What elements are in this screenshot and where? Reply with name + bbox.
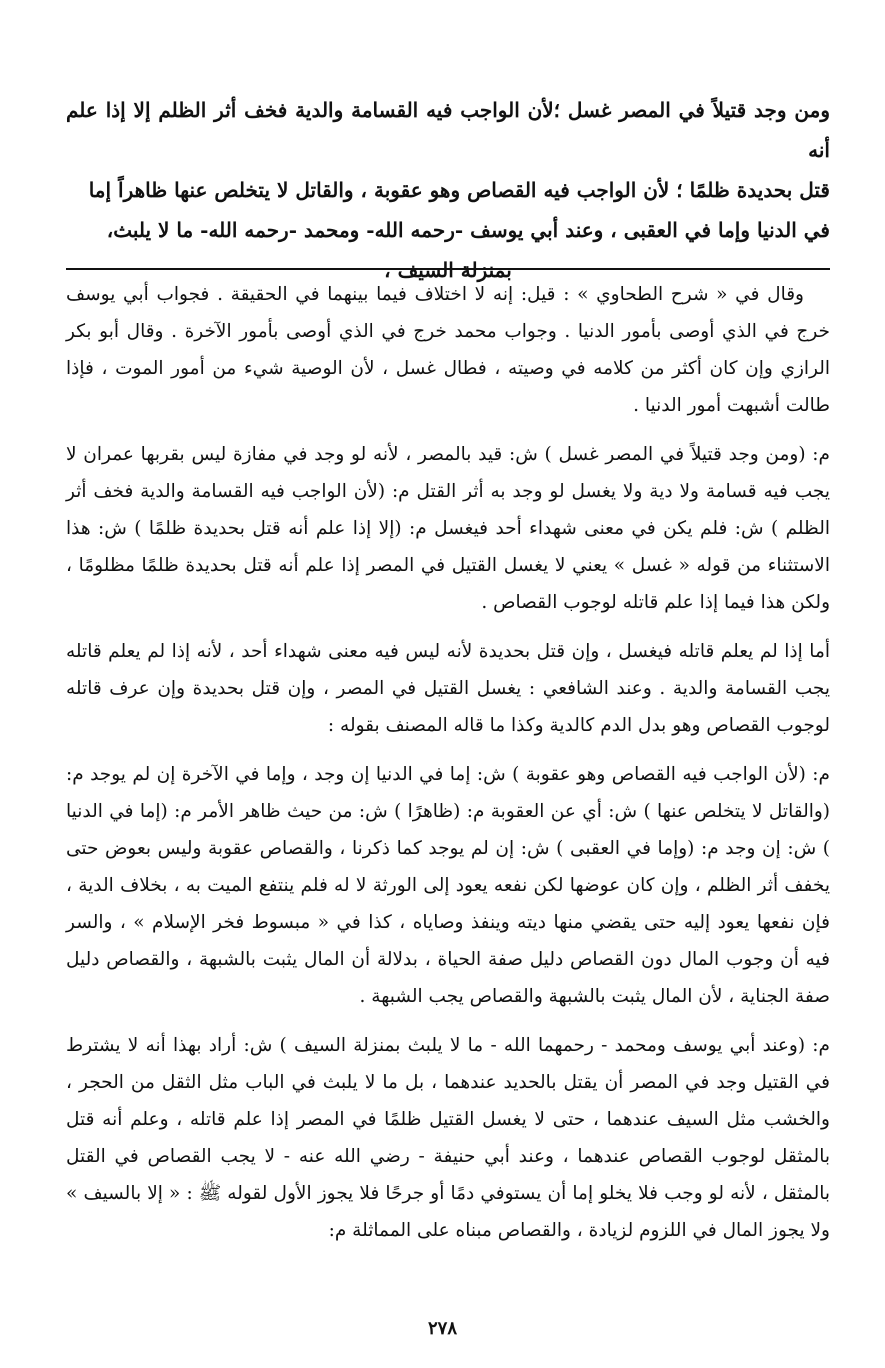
main-text-line: بمنزلة السيف ، xyxy=(384,258,512,282)
page-number: ٢٧٨ xyxy=(427,1318,457,1339)
commentary-paragraph: م: (ومن وجد قتيلاً في المصر غسل ) ش: قيد بالمصر ، لأنه لو وجد في مفازة ليس بقربها عمران لا يجب فيه قسامة ولا دية ولا يغسل لو وجد به أثر القتل م: (لأن الواجب فيه القسامة والدية فخف أثر الظلم ) ش: فلم يكن في معنى شهداء أحد فيغسل م: (إلا إذا علم أنه قتل بحديدة ظلمًا ) ش: هذا الاستثناء من قوله « غسل » يعني لا يغسل القتيل في المصر إذا علم أنه قتل بحديدة ظلمًا مظلومًا ، ولكن هذا فيما إذا علم قاتله لوجوب القصاص . xyxy=(66,444,830,613)
main-text-line: قتل بحديدة ظلمًا ؛ لأن الواجب فيه القصاص وهو عقوبة ، والقاتل لا يتخلص عنها ظاهراً إما xyxy=(88,178,830,202)
commentary-paragraph: وقال في « شرح الطحاوي » : قيل: إنه لا اختلاف فيما بينهما في الحقيقة . فجواب أبي يوسف خرج في الذي أوصى بأمور الدنيا . وجواب محمد خرج في الذي أوصى بأمور الآخرة . وقال أبو بكر الرازي وإن كان أكثر من كلامه في وصيته ، فطال غسل ، لأن الوصية شيء من أمور الموت ، فإذا طالت أشبهت أمور الدنيا . xyxy=(66,284,830,416)
commentary-paragraph: م: (وعند أبي يوسف ومحمد - رحمهما الله - ما لا يلبث بمنزلة السيف ) ش: أراد بهذا أنه لا يشترط في القتيل وجد في المصر أن يقتل بالحديد عندهما ، بل ما لا يلبث في الباب مثل الثقل من الحجر ، والخشب مثل السيف عندهما ، حتى لا يغسل القتيل ظلمًا في المصر إذا علم قاتله ، وعلم أنه قتل بالمثقل لوجوب القصاص عندهما ، وعند أبي حنيفة - رضي الله عنه - لا يجب القصاص في القتل بالمثقل ، لأنه لو وجب فلا يخلو إما أن يستوفي دمًا أو جرحًا فلا يجوز الأول لقوله ﷺ : « إلا بالسيف » ولا يجوز المال في اللزوم لزيادة ، والقصاص مبناه على المماثلة م: xyxy=(66,1035,830,1241)
commentary-paragraph: م: (لأن الواجب فيه القصاص وهو عقوبة ) ش: إما في الدنيا إن وجد ، وإما في الآخرة إن لم يوجد م: (والقاتل لا يتخلص عنها ) ش: أي عن العقوبة م: (ظاهرًا ) ش: من حيث ظاهر الأمر م: (إما في الدنيا ) ش: إن وجد م: (وإما في العقبى ) ش: إن لم يوجد كما ذكرنا ، والقصاص عقوبة وليس بعوض حتى يخفف أثر الظلم ، وإن كان عوضها لكن نفعه يعود إلى الورثة لا له فلم ينتفع الميت به ، بخلاف الدية ، فإن نفعها يعود إليه حتى يقضي منها ديته وينفذ وصاياه ، كذا في « مبسوط فخر الإسلام » ، والسر فيه أن وجوب المال دون القصاص دليل صفة الحياة ، بدلالة أن المال يثبت بالشبهة ، والقصاص دليل صفة الجناية ، لأن المال يثبت بالشبهة والقصاص يجب الشبهة . xyxy=(66,764,830,1007)
commentary-paragraph: أما إذا لم يعلم قاتله فيغسل ، وإن قتل بحديدة لأنه ليس فيه معنى شهداء أحد ، لأنه إذا لم يعلم قاتله يجب القسامة والدية . وعند الشافعي : يغسل القتيل في المصر ، وإن قتل بحديدة وإن عرف قاتله لوجوب القصاص وهو بدل الدم كالدية وكذا ما قاله المصنف بقوله : xyxy=(66,641,830,736)
main-text-line: ومن وجد قتيلاً في المصر غسل ؛لأن الواجب فيه القسامة والدية فخف أثر الظلم إلا إذا علم أنه xyxy=(66,98,830,162)
main-text-block xyxy=(66,90,830,290)
commentary-block xyxy=(66,276,830,1261)
separator-rule xyxy=(66,268,830,270)
main-text-line: في الدنيا وإما في العقبى ، وعند أبي يوسف -رحمه الله- ومحمد -رحمه الله- ما لا يلبث، xyxy=(106,218,830,242)
